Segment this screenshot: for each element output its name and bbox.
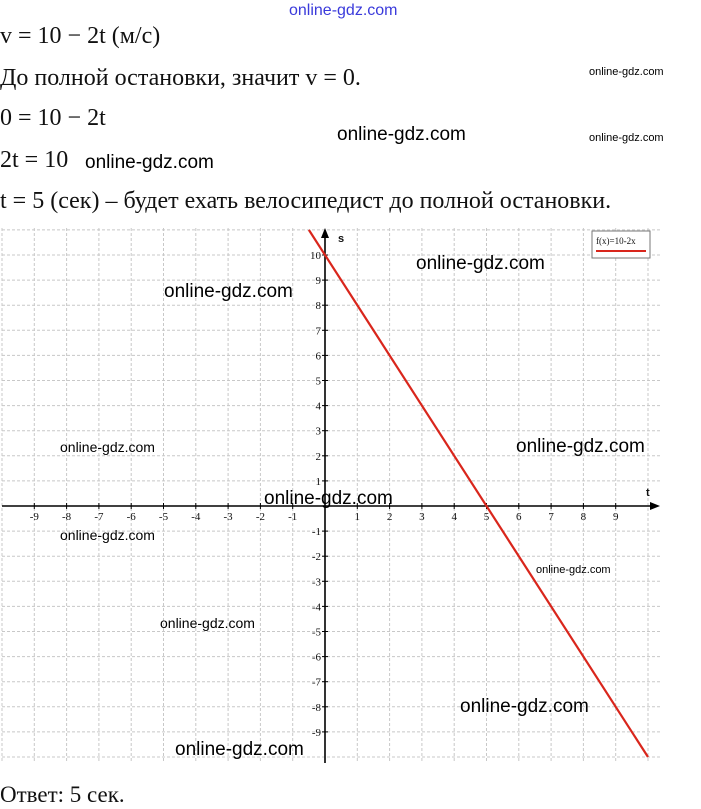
solution-line-4: 2t = 10 xyxy=(0,147,69,173)
watermark: online-gdz.com xyxy=(589,132,664,144)
x-tick-label: -2 xyxy=(255,511,265,523)
watermark-top: online-gdz.com xyxy=(289,2,398,19)
watermark: online-gdz.com xyxy=(264,488,393,509)
y-tick-label: -1 xyxy=(311,526,321,539)
watermark: online-gdz.com xyxy=(460,696,589,717)
watermark: online-gdz.com xyxy=(175,739,304,760)
y-tick-label: 6 xyxy=(315,350,321,363)
legend-label: f(x)=10-2x xyxy=(596,236,636,246)
answer-line: Ответ: 5 сек. xyxy=(0,782,125,807)
watermark: online-gdz.com xyxy=(164,281,293,302)
x-tick-label: -9 xyxy=(29,511,39,523)
y-tick-label: 9 xyxy=(315,275,321,288)
legend xyxy=(592,231,650,258)
y-tick-label: 8 xyxy=(315,300,321,313)
y-tick-label: 2 xyxy=(315,450,321,463)
x-tick-label: -1 xyxy=(288,511,298,523)
watermark: online-gdz.com xyxy=(536,564,611,576)
x-tick-label: -3 xyxy=(223,511,233,523)
x-tick-label: -6 xyxy=(126,511,136,523)
x-tick-label: 5 xyxy=(483,511,490,523)
solution-line-5: t = 5 (сек) – будет ехать велосипедист до полной остановки. xyxy=(0,188,612,214)
y-tick-label: 4 xyxy=(315,400,321,413)
y-tick-label: 1 xyxy=(315,475,321,488)
solution-line-3: 0 = 10 − 2t xyxy=(0,105,106,131)
x-tick-label: 6 xyxy=(516,511,522,523)
y-tick-label: 10 xyxy=(310,250,321,262)
x-tick-label: -4 xyxy=(191,511,201,523)
watermark: online-gdz.com xyxy=(60,439,155,455)
y-axis-label: s xyxy=(338,233,345,245)
x-tick-label: 1 xyxy=(354,511,361,523)
x-tick-label: 8 xyxy=(580,511,587,523)
y-tick-label: -8 xyxy=(311,701,321,714)
watermark: online-gdz.com xyxy=(589,66,664,78)
watermark: online-gdz.com xyxy=(416,253,545,274)
y-tick-label: 7 xyxy=(315,325,321,338)
y-tick-label: -5 xyxy=(311,626,321,639)
solution-line-1: v = 10 − 2t (м/с) xyxy=(0,23,161,49)
y-tick-label: 5 xyxy=(315,375,321,388)
x-tick-label: 3 xyxy=(419,511,425,523)
watermark: online-gdz.com xyxy=(516,436,645,457)
y-tick-label: 3 xyxy=(315,425,321,438)
x-axis-label: t xyxy=(646,487,650,499)
x-tick-label: 7 xyxy=(548,511,554,523)
x-tick-label: 9 xyxy=(612,511,619,523)
watermark: online-gdz.com xyxy=(160,615,255,631)
x-tick-label: -7 xyxy=(94,511,104,523)
x-tick-label: 2 xyxy=(386,511,393,523)
x-tick-label: -8 xyxy=(62,511,72,523)
x-tick-label: -5 xyxy=(158,511,169,523)
y-tick-label: -2 xyxy=(311,551,321,564)
y-tick-label: -7 xyxy=(311,676,321,689)
x-axis-arrow xyxy=(650,502,660,510)
y-tick-label: -3 xyxy=(311,576,321,589)
watermark: online-gdz.com xyxy=(85,152,214,173)
y-tick-label: -9 xyxy=(311,726,321,739)
watermark: online-gdz.com xyxy=(337,124,466,145)
watermark: online-gdz.com xyxy=(60,527,155,543)
y-tick-label: -4 xyxy=(311,601,321,614)
solution-line-2: До полной остановки, значит v = 0. xyxy=(0,65,361,91)
x-tick-label: 4 xyxy=(451,511,457,523)
y-tick-label: -6 xyxy=(311,651,321,664)
